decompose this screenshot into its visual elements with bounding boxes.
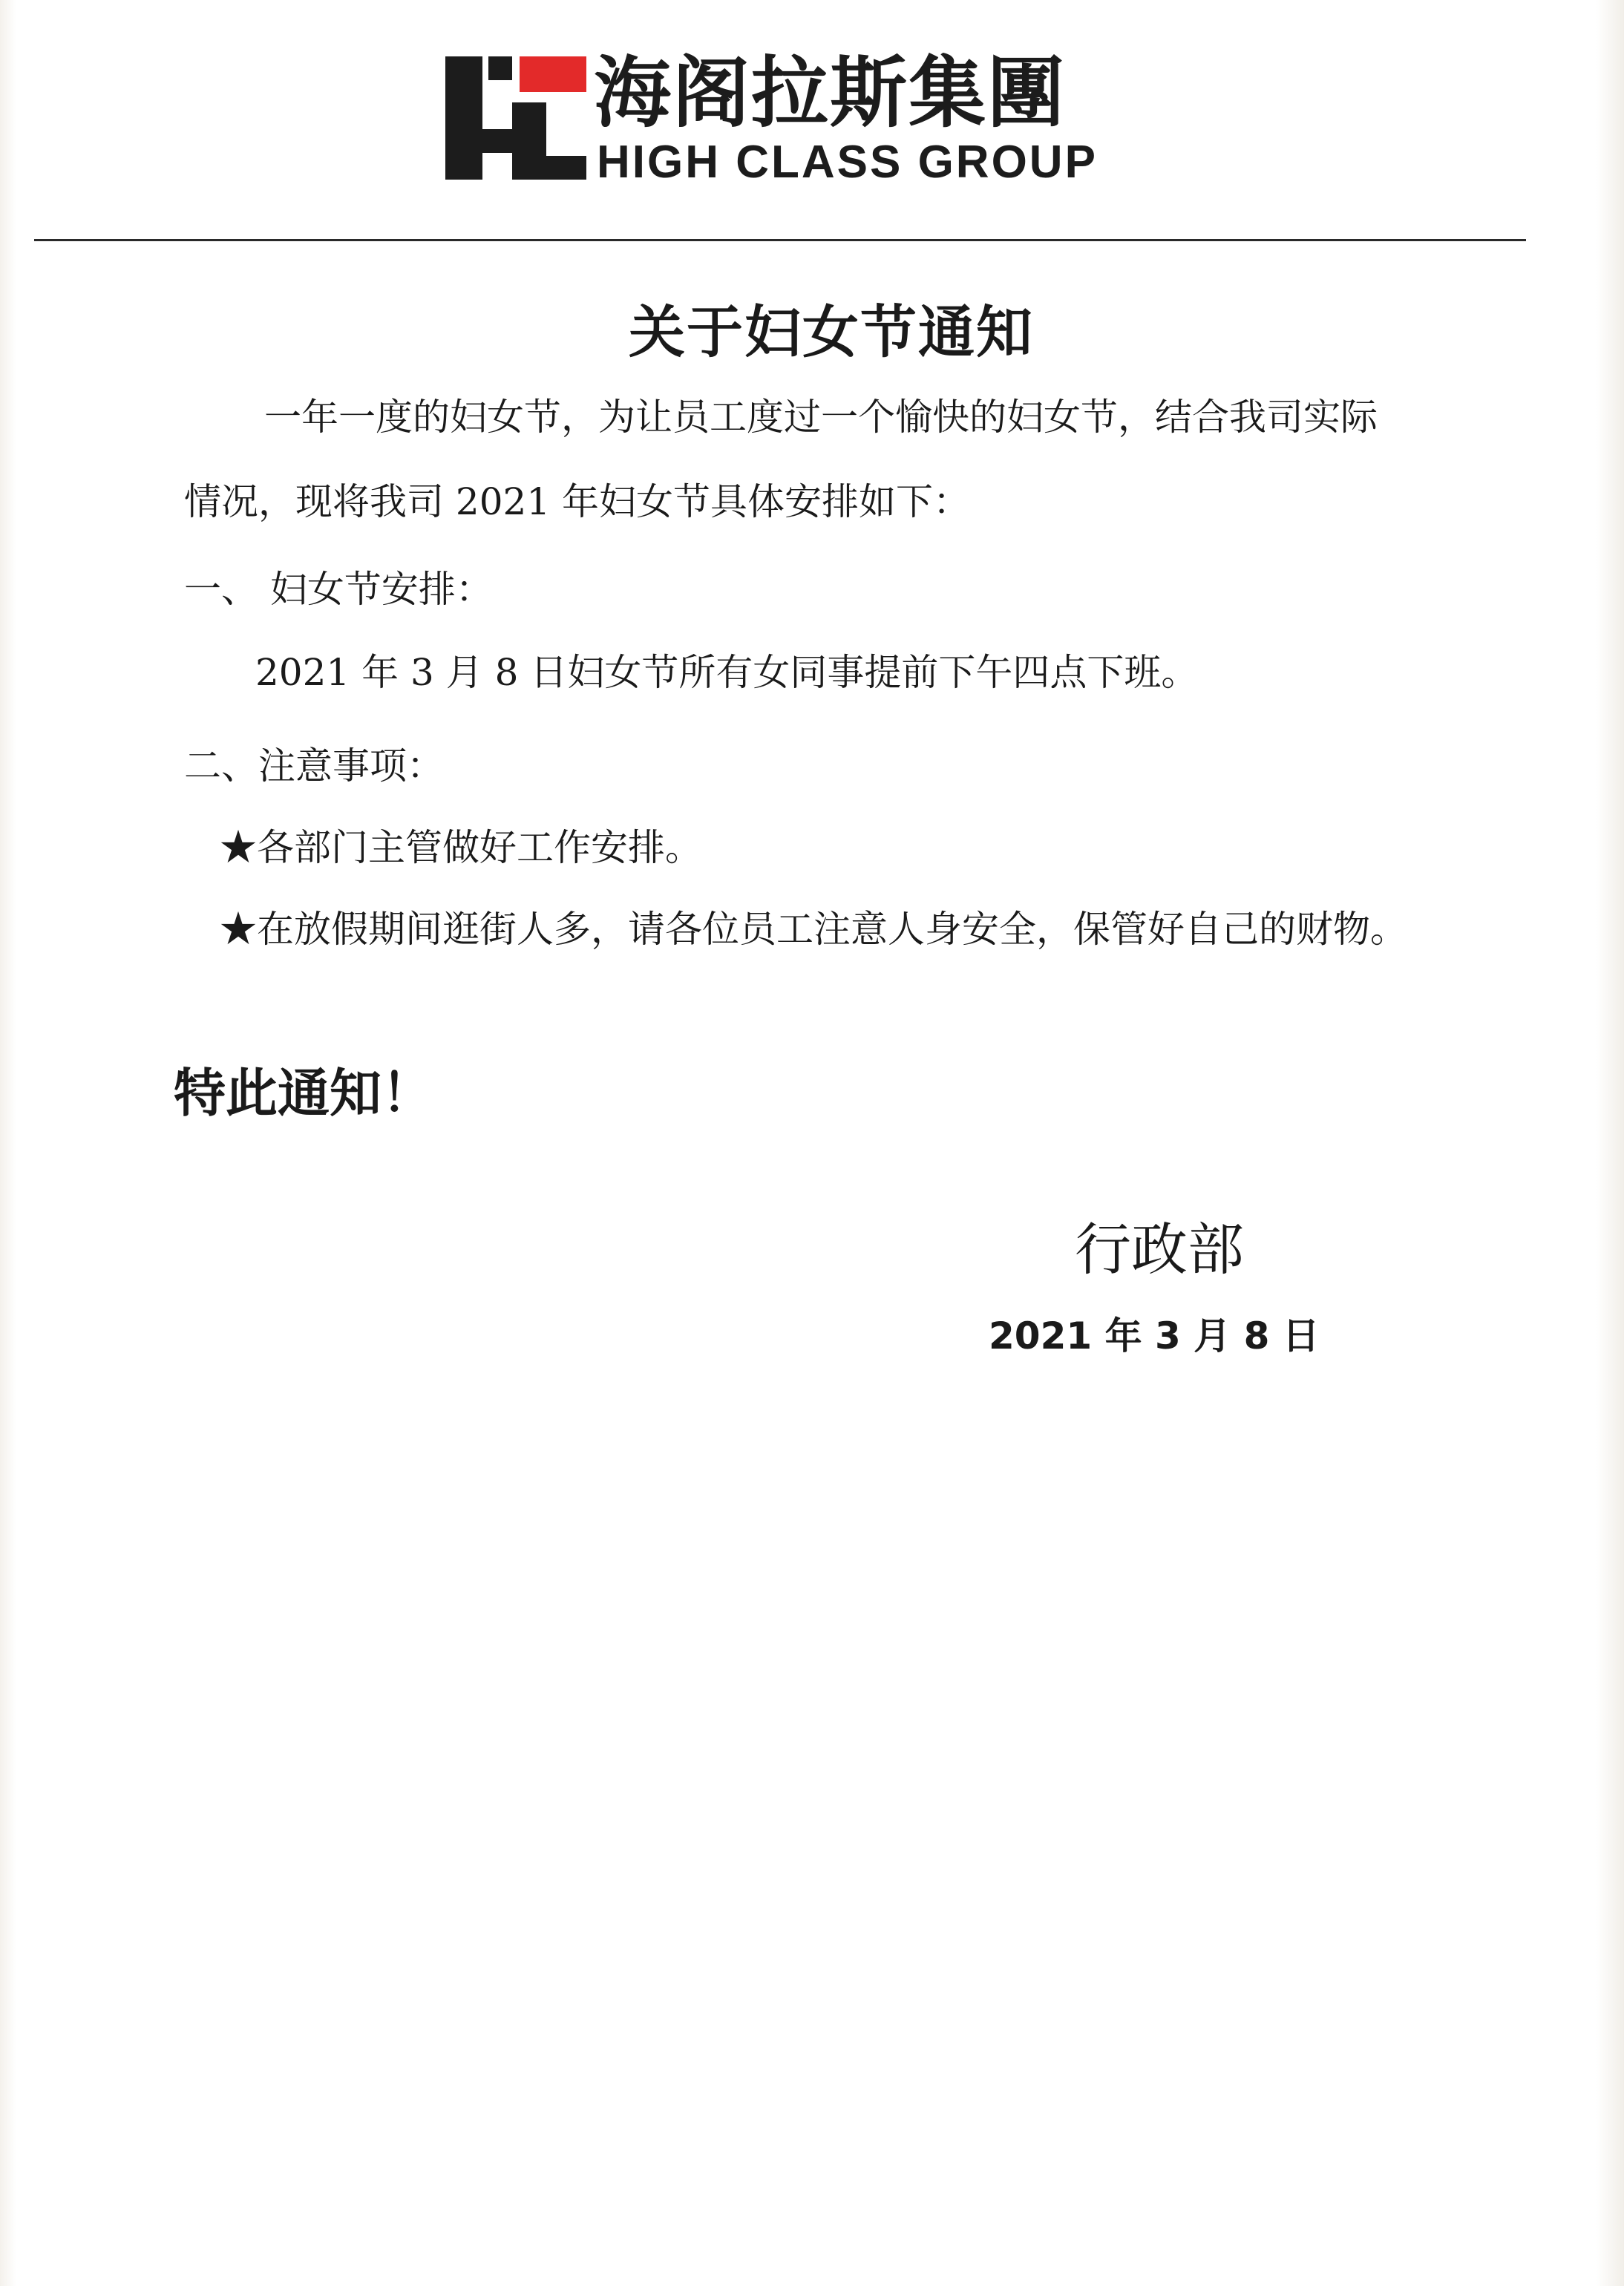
company-logo bbox=[438, 48, 1098, 188]
issue-date: 2021 年 3 月 8 日 bbox=[989, 1314, 1320, 1357]
bullet-item-2: ★在放假期间逛街人多，请各位员工注意人身安全，保管好自己的财物。 bbox=[220, 908, 1407, 951]
section-1-heading: 一、 妇女节安排： bbox=[184, 568, 493, 611]
section-2-heading: 二、注意事项： bbox=[184, 744, 444, 787]
notice-title: 关于妇女节通知 bbox=[629, 299, 1034, 365]
intro-line-2: 情况，现将我司 2021 年妇女节具体安排如下： bbox=[184, 480, 971, 523]
header-divider bbox=[34, 239, 1526, 241]
issuing-department: 行政部 bbox=[1075, 1216, 1244, 1283]
logo-english-name: HIGH CLASS GROUP bbox=[597, 137, 1098, 188]
closing-statement: 特此通知！ bbox=[174, 1063, 433, 1124]
hc-logo-mark-icon bbox=[438, 49, 586, 183]
logo-chinese-name: 海阁拉斯集團 bbox=[594, 48, 1067, 138]
bullet-item-1: ★各部门主管做好工作安排。 bbox=[220, 826, 702, 869]
section-1-text: 2021 年 3 月 8 日妇女节所有女同事提前下午四点下班。 bbox=[255, 651, 1199, 694]
intro-line-1: 一年一度的妇女节，为让员工度过一个愉快的妇女节，结合我司实际 bbox=[264, 396, 1378, 439]
